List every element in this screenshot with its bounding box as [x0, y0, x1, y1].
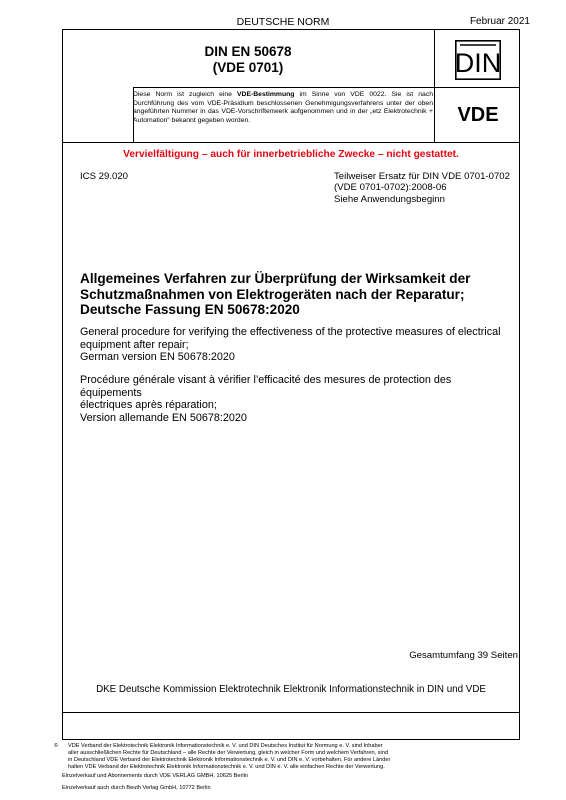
sales-info-beuth: Einzelverkauf auch durch Beuth Verlag GmbH, 10772 Berlin	[62, 785, 211, 791]
title-english	[80, 326, 510, 364]
logo-column-divider	[434, 29, 435, 142]
norm-type-label: DEUTSCHE NORM	[236, 16, 330, 28]
replacement-line: Teilweiser Ersatz für DIN VDE 0701-0702	[334, 171, 510, 182]
title-line: Schutzmaßnahmen von Elektrogeräten nach der Reparatur;	[80, 286, 465, 302]
vde-notice	[133, 91, 433, 125]
title-line: Procédure générale visant à vérifier l’efficacité des mesures de protection des équipements	[80, 374, 452, 399]
ics-code: ICS 29.020	[80, 171, 129, 182]
din-logo-text: DIN	[455, 48, 501, 78]
copyright-line: VDE Verband der Elektrotechnik Elektronik Informationstechnik e. V. und DIN Deutsches Institut für Normung e. V. sind Inhaber	[68, 743, 383, 749]
title-line: General procedure for verifying the effectiveness of the protective measures of electrical	[80, 326, 501, 338]
publication-date: Februar 2021	[469, 16, 530, 27]
din-logo-icon	[455, 40, 501, 80]
copyright-line: halten VDE Verband der Elektrotechnik Elektronik Informationstechnik e. V. und DIN e. V. alle einfachen Rechte der Verwertung.	[68, 764, 385, 770]
sales-info-vde: Einzelverkauf und Abonnements durch VDE VERLAG GMBH, 10625 Berlin	[62, 773, 248, 779]
title-line: Deutsche Fassung EN 50678:2020	[80, 302, 300, 317]
dke-line: DKE Deutsche Kommission Elektrotechnik Elektronik Informationstechnik in DIN und VDE	[96, 684, 486, 695]
replacement-line: (VDE 0701-0702):2008-06	[334, 182, 447, 194]
notice-text-bold: VDE-Bestimmung	[237, 91, 295, 98]
vde-logo-text: VDE	[457, 104, 499, 124]
notice-text-end: im Sinne von VDE 0022. Sie ist nach Durchführung des vom VDE-Präsidium beschlossenen Genehmigungsverfahrens unter der oben angeführten Nummer in das VDE-Vorschriftenwerk aufgenommen und in der „etz Elektrotechnik + Automation“ bekannt gegeben worden.	[133, 91, 433, 124]
copyright-line: in Deutschland VDE Verband der Elektrotechnik Elektronik Informationstechnik e. V. und DIN e. V. vorbehalten. Für andere Länder	[68, 757, 391, 763]
copyright-line: aller ausschließlichen Rechte für Deutschland – alle Rechte der Verwertung, gleich in welcher Form und welchem Verfahren, sind	[68, 750, 388, 756]
title-line: Allgemeines Verfahren zur Überprüfung der Wirksamkeit der	[80, 271, 471, 286]
reproduction-warning: Vervielfältigung – auch für innerbetriebliche Zwecke – nicht gestattet.	[123, 149, 459, 160]
title-line: Version allemande EN 50678:2020	[80, 411, 247, 424]
copyright-notice	[54, 743, 522, 771]
document-number-block	[62, 44, 434, 76]
title-line: equipment after repair;	[80, 338, 189, 351]
title-line: électriques après réparation;	[80, 399, 217, 412]
replacement-info	[334, 171, 510, 205]
copyright-symbol: ©	[54, 743, 59, 749]
notice-text-start: Diese Norm ist zugleich eine	[133, 91, 238, 98]
vde-number: (VDE 0701)	[212, 60, 284, 75]
notice-top-divider	[133, 87, 434, 88]
title-line: German version EN 50678:2020	[80, 351, 235, 364]
title-german	[80, 271, 510, 318]
vde-logo-icon	[446, 104, 510, 124]
title-french	[80, 374, 510, 424]
replacement-line: Siehe Anwendungsbeginn	[334, 193, 445, 205]
document-number: DIN EN 50678	[204, 44, 292, 59]
footer-divider	[62, 712, 520, 713]
total-pages: Gesamtumfang 39 Seiten	[409, 650, 518, 661]
title-block-divider	[62, 142, 520, 143]
logo-row-divider	[434, 87, 520, 88]
